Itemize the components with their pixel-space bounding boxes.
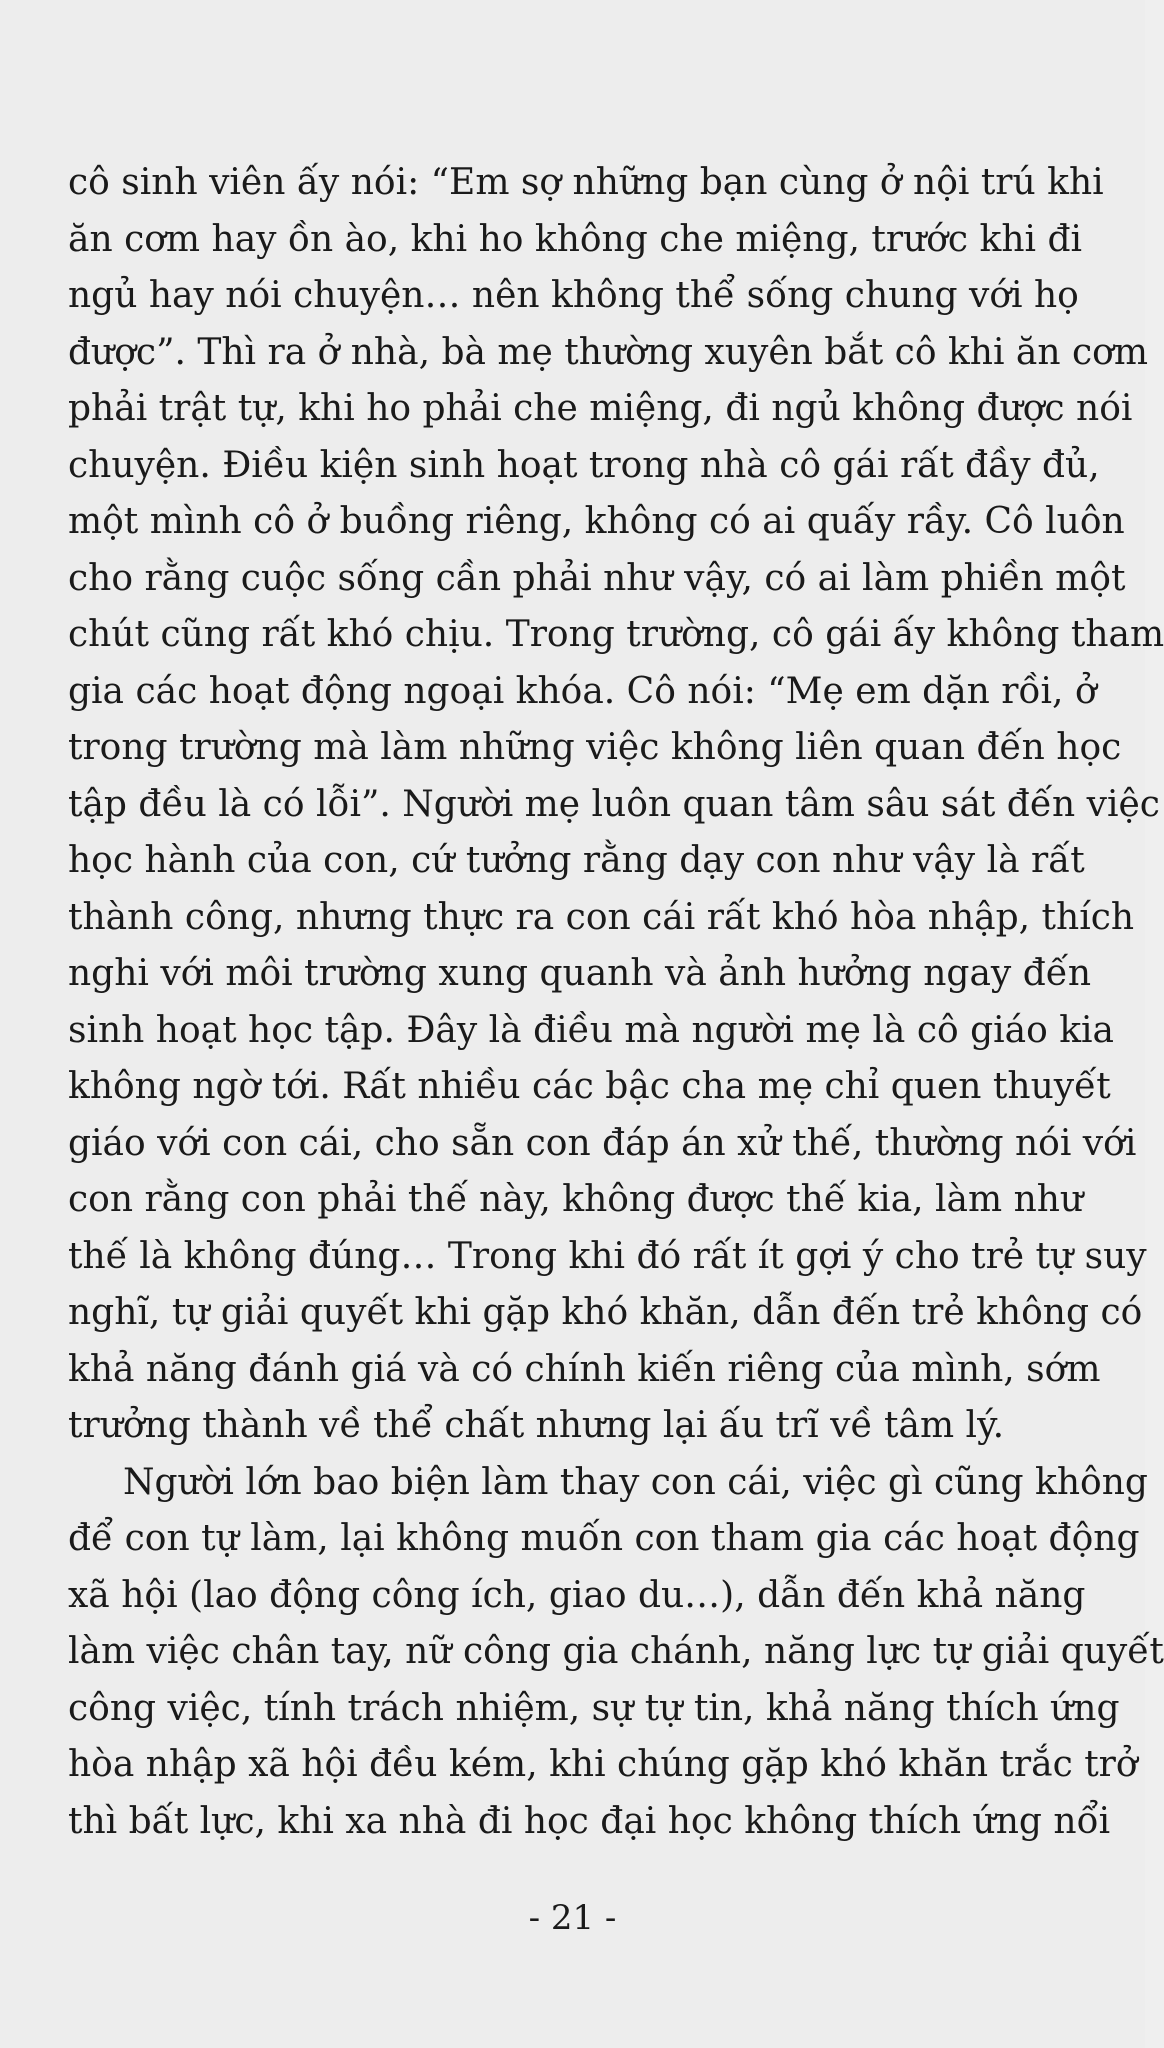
text-line: Người lớn bao biện làm thay con cái, việc gì cũng không [123,1461,1148,1503]
text-line: trưởng thành về thể chất nhưng lại ấu trĩ về tâm lý. [68,1405,1005,1446]
paragraph [68,1455,1164,1851]
text-line: tập đều là có lỗi”. Người mẹ luôn quan tâm sâu sát đến việc [68,783,1160,825]
paragraph [68,155,1164,1455]
text-line: chút cũng rất khó chịu. Trong trường, cô gái ấy không tham [68,614,1164,655]
text-line: học hành của con, cứ tưởng rằng dạy con như vậy là rất [68,840,1085,881]
text-line: ngủ hay nói chuyện… nên không thể sống chung với họ [68,275,1079,316]
body-text [68,155,1164,1850]
text-line: cô sinh viên ấy nói: “Em sợ những bạn cùng ở nội trú khi [68,162,1104,203]
text-line: làm việc chân tay, nữ công gia chánh, năng lực tự giải quyết [68,1631,1164,1672]
text-line: chuyện. Điều kiện sinh hoạt trong nhà cô gái rất đầy đủ, [68,444,1100,486]
text-line: thế là không đúng… Trong khi đó rất ít gợi ý cho trẻ tự suy [68,1235,1147,1277]
text-line: không ngờ tới. Rất nhiều các bậc cha mẹ chỉ quen thuyết [68,1066,1111,1107]
text-line: được”. Thì ra ở nhà, bà mẹ thường xuyên bắt cô khi ăn cơm [68,331,1148,373]
text-line: cho rằng cuộc sống cần phải như vậy, có ai làm phiền một [68,557,1126,599]
text-line: xã hội (lao động công ích, giao du…), dẫn đến khả năng [68,1574,1086,1616]
text-line: nghĩ, tự giải quyết khi gặp khó khăn, dẫn đến trẻ không có [68,1292,1143,1333]
text-line: để con tự làm, lại không muốn con tham gia các hoạt động [68,1518,1140,1559]
text-line: giáo với con cái, cho sẵn con đáp án xử thế, thường nói với [68,1122,1137,1164]
text-line: thành công, nhưng thực ra con cái rất khó hòa nhập, thích [68,896,1135,938]
text-line: công việc, tính trách nhiệm, sự tự tin, khả năng thích ứng [68,1687,1120,1729]
text-line: phải trật tự, khi ho phải che miệng, đi ngủ không được nói [68,388,1133,429]
text-line: trong trường mà làm những việc không liên quan đến học [68,727,1122,768]
text-line: sinh hoạt học tập. Đây là điều mà người mẹ là cô giáo kia [68,1009,1115,1051]
text-line: thì bất lực, khi xa nhà đi học đại học không thích ứng nổi [68,1800,1111,1842]
text-line: khả năng đánh giá và có chính kiến riêng của mình, sớm [68,1348,1101,1390]
text-line: gia các hoạt động ngoại khóa. Cô nói: “Mẹ em dặn rồi, ở [68,670,1097,712]
text-line: ăn cơm hay ồn ào, khi ho không che miệng, trước khi đi [68,218,1083,260]
text-line: hòa nhập xã hội đều kém, khi chúng gặp khó khăn trắc trở [68,1744,1138,1785]
text-line: nghi với môi trường xung quanh và ảnh hưởng ngay đến [68,953,1092,994]
page-number: - 21 - [528,1898,617,1938]
text-line: con rằng con phải thế này, không được thế kia, làm như [68,1179,1084,1220]
text-line: một mình cô ở buồng riêng, không có ai quấy rầy. Cô luôn [68,501,1125,542]
